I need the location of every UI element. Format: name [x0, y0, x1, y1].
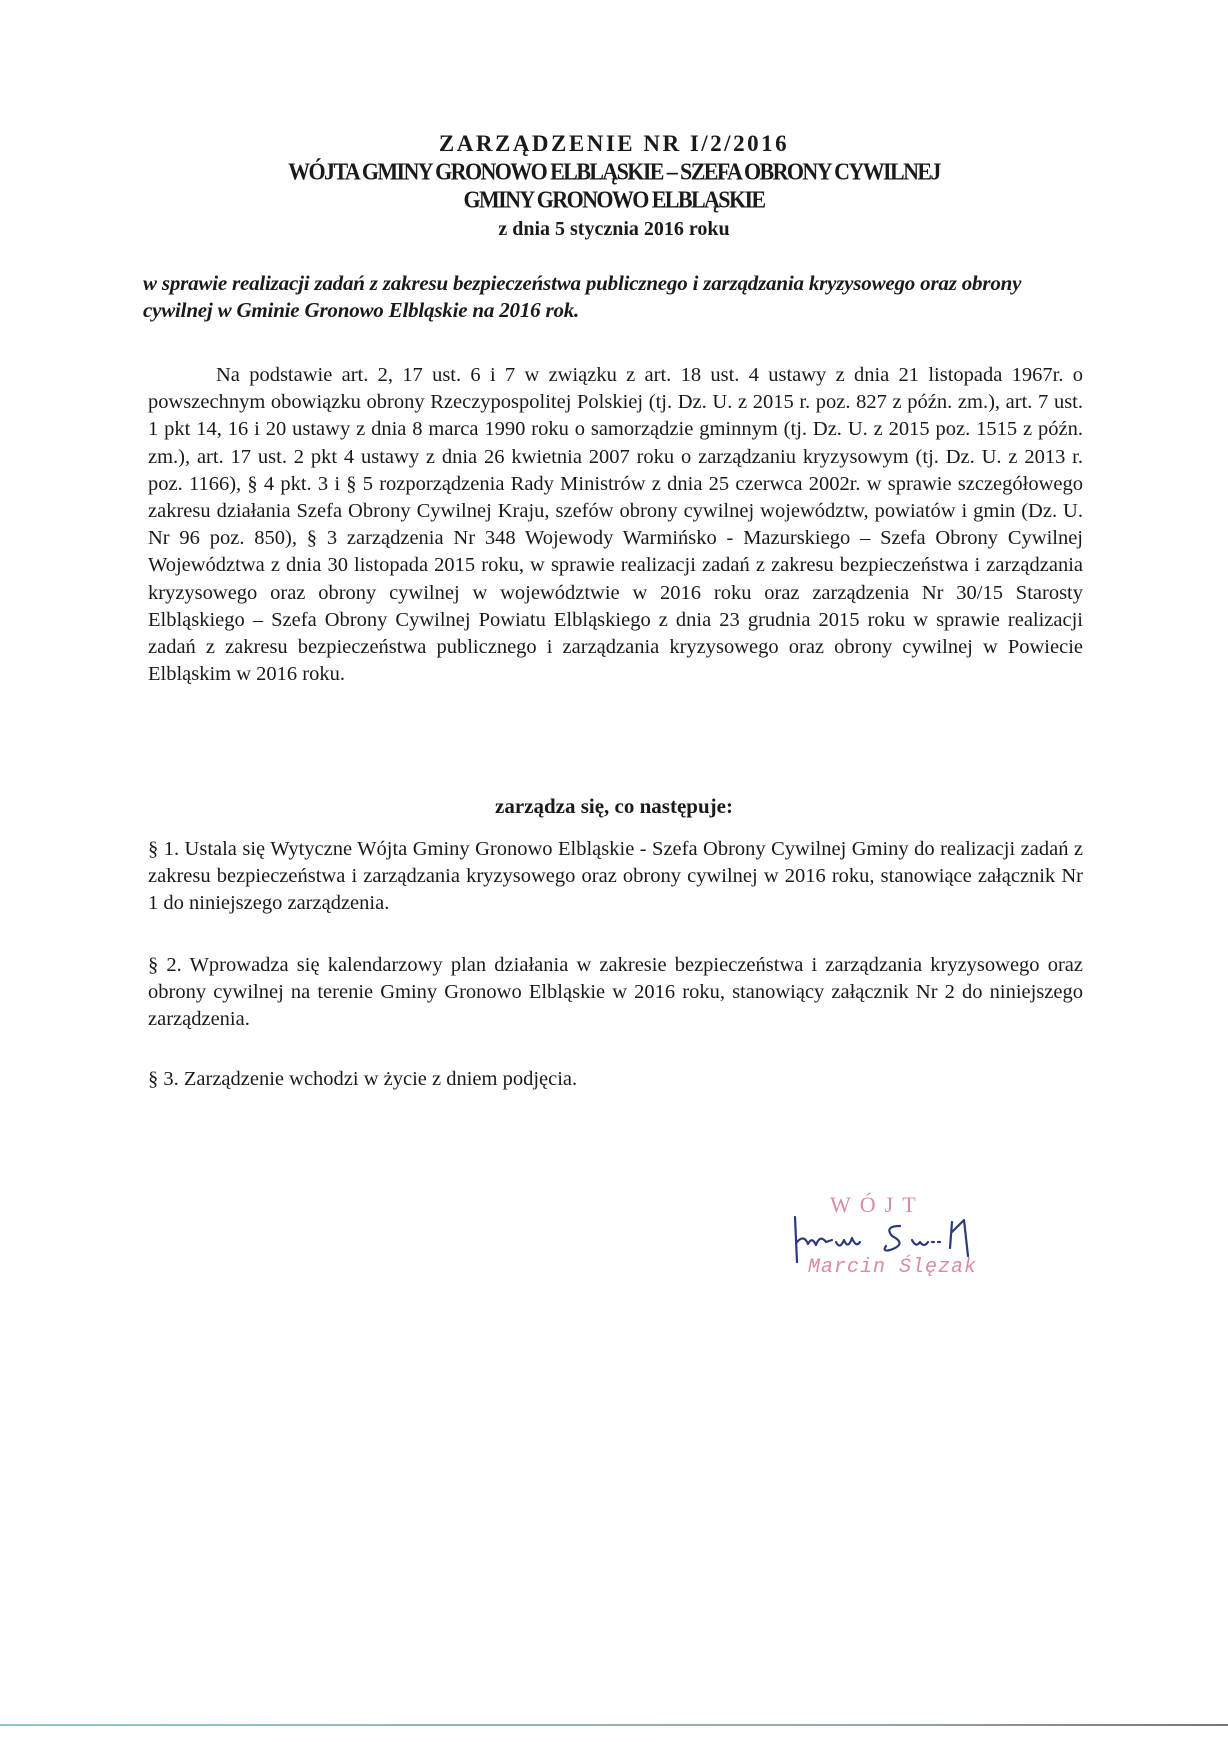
stamp-title: WÓJT: [830, 1192, 925, 1217]
decree-heading: zarządza się, co następuje:: [495, 794, 733, 818]
document-title: ZARZĄDZENIE NR I/2/2016: [438, 131, 790, 156]
issuer-line-2: GMINY GRONOWO ELBLĄSKIE: [463, 185, 765, 213]
paragraph-3: § 3. Zarządzenie wchodzi w życie z dniem podjęcia.: [148, 1068, 578, 1090]
legal-basis-preamble: Na podstawie art. 2, 17 ust. 6 i 7 w związku z art. 18 ust. 4 ustawy z dnia 21 listopada 1967r. o powszechnym obowiązku obrony Rzeczypospolitej Polskiej (tj. Dz. U. z 2015 r. poz. 827 z późn. zm.), art. 7 ust. 1 pkt 14, 16 i 20 ustawy z dnia 8 marca 1990 roku o samorządzie gminnym (tj. Dz. U. z 2015 poz. 1515 z późn. zm.), art. 17 ust. 2 pkt 4 ustawy z dnia 26 kwietnia 2007 roku o zarządzaniu kryzysowym (tj. Dz. U. z 2013 r. poz. 1166), § 4 pkt. 3 i § 5 rozporządzenia Rady Ministrów z dnia 25 czerwca 2002r. w sprawie szczegółowego zakresu działania Szefa Obrony Cywilnej Kraju, szefów obrony cywilnej województw, powiatów i gmin (Dz. U. Nr 96 poz. 850), § 3 zarządzenia Nr 348 Wojewody Warmińsko - Mazurskiego – Szefa Obrony Cywilnej Województwa z dnia 30 listopada 2015 roku, w sprawie realizacji zadań z zakresu bezpieczeństwa i zarządzania kryzysowego oraz obrony cywilnej w województwie w 2016 roku oraz zarządzenia Nr 30/15 Starosty Elbląskiego – Szefa Obrony Cywilnej Powiatu Elbląskiego z dnia 23 grudnia 2015 roku w sprawie realizacji zadań z zakresu bezpieczeństwa publicznego i zarządzania kryzysowego oraz obrony cywilnej w Powiecie Elbląskim w 2016 roku.: [148, 364, 1083, 686]
signature-block: [780, 1192, 1030, 1292]
stamp-name: Marcin Ślęzak: [808, 1256, 978, 1279]
document-subject: w sprawie realizacji zadań z zakresu bezpieczeństwa publicznego i zarządzania kryzysowego oraz obrony cywilnej w Gminie Gronowo Elbląskie na 2016 rok.: [143, 271, 1022, 322]
bottom-rule: [0, 1724, 1228, 1726]
paragraph-2: § 2. Wprowadza się kalendarzowy plan działania w zakresie bezpieczeństwa i zarządzania kryzysowego oraz obrony cywilnej na terenie Gminy Gronowo Elbląskie w 2016 roku, stanowiący załącznik Nr 2 do niniejszego zarządzenia.: [148, 954, 1083, 1031]
issuer-line-1: WÓJTA GMINY GRONOWO ELBLĄSKIE – SZEFA OBRONY CYWILNEJ: [288, 157, 940, 185]
document-date: z dnia 5 stycznia 2016 roku: [498, 218, 730, 240]
paragraph-1: § 1. Ustala się Wytyczne Wójta Gminy Gronowo Elbląskie - Szefa Obrony Cywilnej Gminy do realizacji zadań z zakresu bezpieczeństwa i zarządzania kryzysowego oraz obrony cywilnej w 2016 roku, stanowiące załącznik Nr 1 do niniejszego zarządzenia.: [148, 838, 1083, 915]
document-header: [0, 130, 1228, 244]
